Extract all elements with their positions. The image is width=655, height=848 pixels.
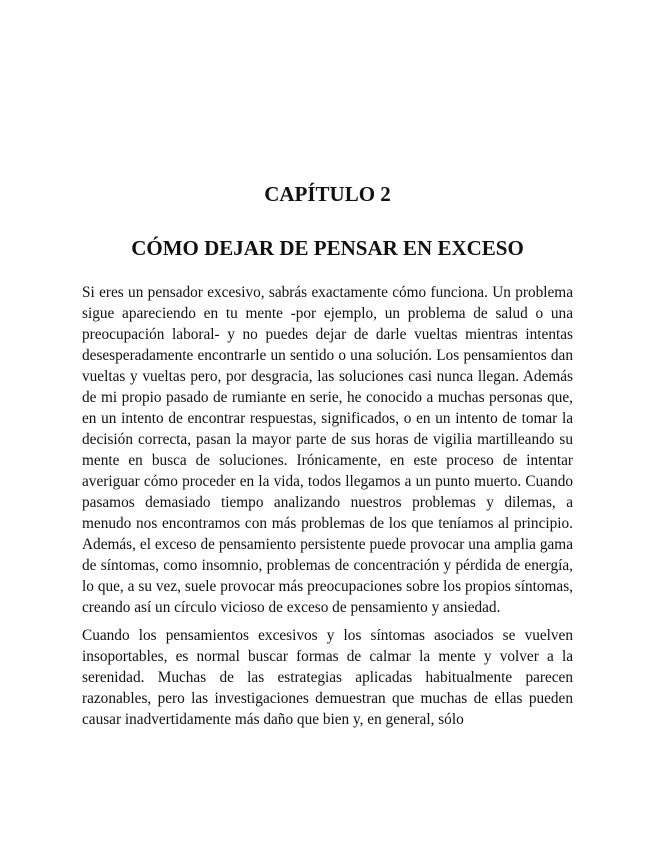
chapter-number: CAPÍTULO 2 (264, 182, 391, 206)
chapter-title: CÓMO DEJAR DE PENSAR EN EXCESO (131, 236, 524, 260)
paragraph-1: Si eres un pensador excesivo, sabrás exactamente cómo funciona. Un problema sigue apareciendo en tu mente -por ejemplo, un problema de salud o una preocupación laboral- y no puedes dejar de darle vueltas mientras intentas desesperadamente encontrarle un sentido o una solución. Los pensamientos dan vueltas y vueltas pero, por desgracia, las soluciones casi nunca llegan. Además de mi propio pasado de rumiante en serie, he conocido a muchas personas que, en un intento de encontrar respuestas, significados, o en un intento de tomar la decisión correcta, pasan la mayor parte de sus horas de vigilia martilleando su mente en busca de soluciones. Irónicamente, en este proceso de intentar averiguar cómo proceder en la vida, todos llegamos a un punto muerto. Cuando pasamos demasiado tiempo analizando nuestros problemas y dilemas, a menudo nos encontramos con más problemas de los que teníamos al principio. Además, el exceso de pensamiento persistente puede provocar una amplia gama de síntomas, como insomnio, problemas de concentración y pérdida de energía, lo que, a su vez, suele provocar más preocupaciones sobre los propios síntomas, creando así un círculo vicioso de exceso de pensamiento y ansiedad. (82, 284, 573, 616)
paragraph-2: Cuando los pensamientos excesivos y los síntomas asociados se vuelven insoportables, es normal buscar formas de calmar la mente y volver a la serenidad. Muchas de las estrategias aplicadas habitualmente parecen razonables, pero las investigaciones demuestran que muchas de ellas pueden causar inadvertidamente más daño que bien y, en general, sólo (82, 627, 573, 728)
body-text (82, 282, 573, 737)
